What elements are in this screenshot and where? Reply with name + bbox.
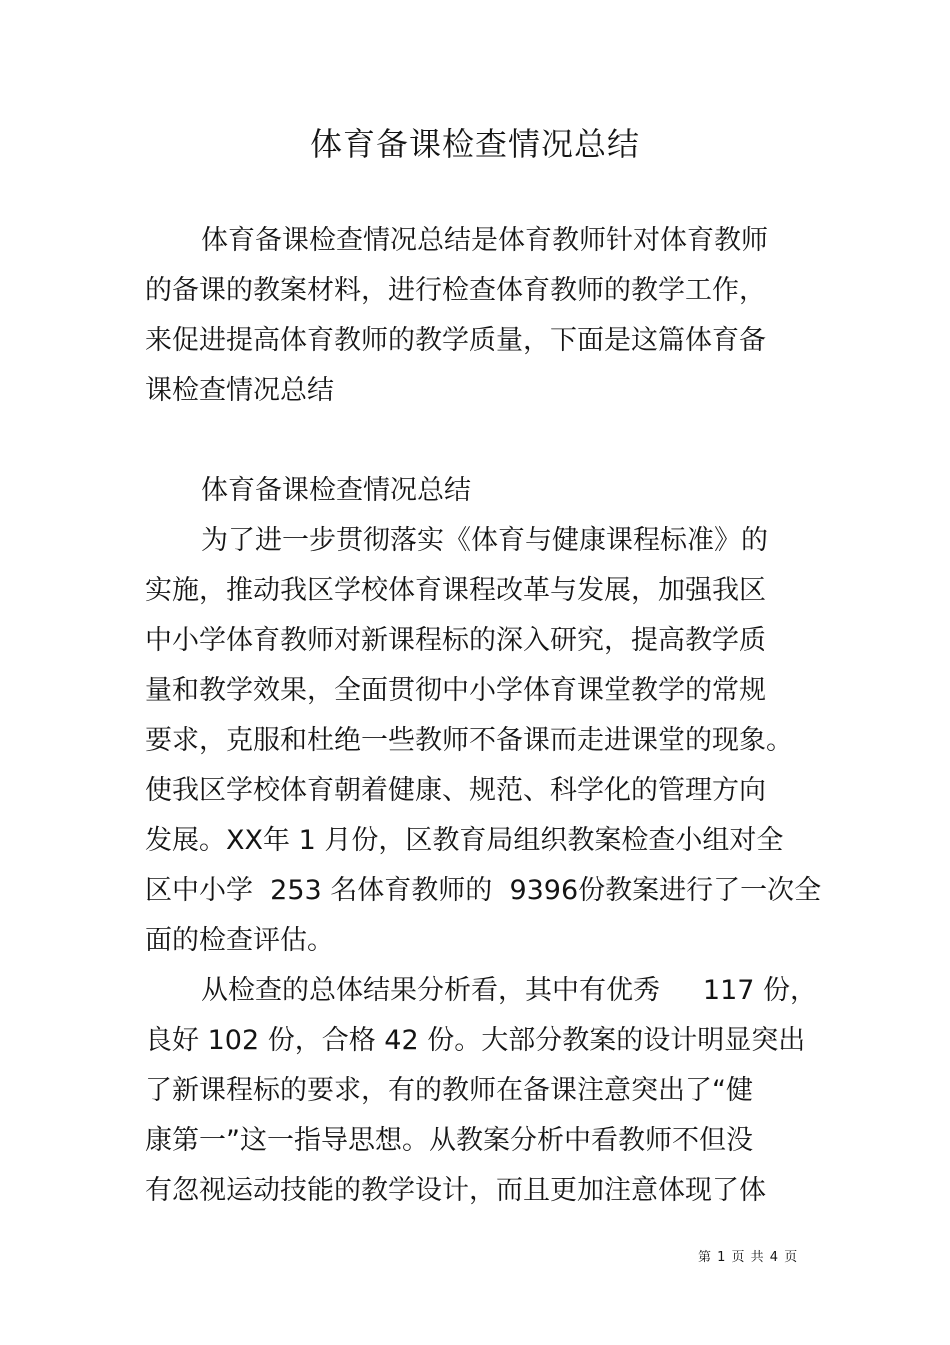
body-line: 中小学体育教师对新课程标的深入研究，提高教学质 (145, 625, 766, 656)
intro-line: 体育备课检查情况总结是体育教师针对体育教师 (201, 225, 768, 256)
body-line: 康第一”这一指导思想。从教案分析中看教师不但没 (145, 1125, 753, 1156)
page-title: 体育备课检查情况总结 (309, 125, 640, 163)
body-line: 要求，克服和杜绝一些教师不备课而走进课堂的现象。 (145, 725, 793, 756)
body-line: 区中小学 253 名体育教师的 9396份教案进行了一次全 (145, 875, 822, 906)
body-line: 使我区学校体育朝着健康、规范、科学化的管理方向 (145, 775, 766, 806)
section-heading: 体育备课检查情况总结 (201, 475, 471, 506)
body-line: 从检查的总体结果分析看，其中有优秀 117 份， (201, 975, 818, 1006)
body-line: 实施，推动我区学校体育课程改革与发展，加强我区 (145, 575, 766, 606)
body-line: 了新课程标的要求，有的教师在备课注意突出了“健 (145, 1075, 753, 1106)
body-line: 发展。XX年 1 月份，区教育局组织教案检查小组对全 (145, 825, 784, 856)
body-line: 面的检查评估。 (145, 925, 334, 956)
body-line: 为了进一步贯彻落实《体育与健康课程标准》的 (201, 525, 768, 556)
intro-line: 来促进提高体育教师的教学质量，下面是这篇体育备 (145, 325, 766, 356)
intro-line: 课检查情况总结 (145, 375, 334, 406)
body-line: 量和教学效果，全面贯彻中小学体育课堂教学的常规 (145, 675, 766, 706)
page-number-footer: 第 1 页 共 4 页 (698, 1250, 799, 1265)
intro-line: 的备课的教案材料，进行检查体育教师的教学工作， (145, 275, 766, 306)
body-line: 有忽视运动技能的教学设计，而且更加注意体现了体 (145, 1175, 766, 1206)
body-line: 良好 102 份，合格 42 份。大部分教案的设计明显突出 (145, 1025, 806, 1056)
